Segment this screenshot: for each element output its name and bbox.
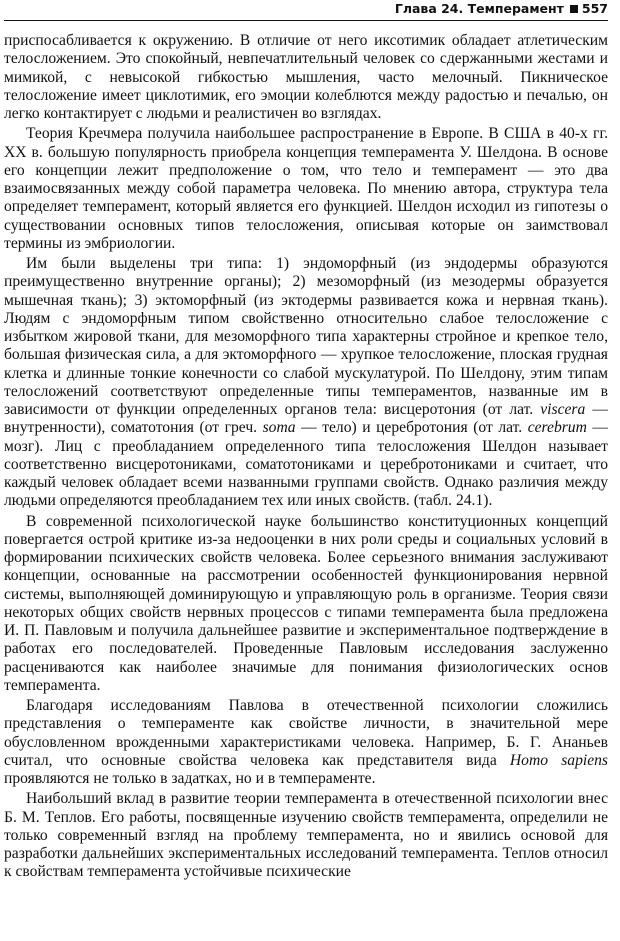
text-segment: — мозг). Лиц с преобладанием определенного типа телосложения Шелдон называет соответственно висцеротониками, соматотониками и церебротониками и считает, что каждый человек обладает всеми названными группами свойств. Однако различия между людьми определяются преобладанием тех или иных свойств. (табл. 24.1). <box>4 419 608 510</box>
paragraph <box>4 32 608 123</box>
text-segment: — внутренности), соматотония (от греч. <box>4 401 608 437</box>
text-segment: Наибольший вклад в развитие теории темперамента в отечественной психологии внес Б. М. Теплов. Его работы, посвященные изучению свойств темперамента, определили не только современный взгляд на проблему темперамента, но и явились основой для разработки дальнейших экспериментальных исследований темперамента. Теплов относил к свойствам темперамента устойчивые психические <box>4 790 608 881</box>
square-bullet-icon <box>570 5 578 13</box>
body-text <box>4 32 608 882</box>
text-segment: приспосабливается к окружению. В отличие от него иксотимик обладает атлетическим телосложением. Это спокойный, невпечатлительный человек со сдержанными жестами и мимикой, с невысокой гибкостью мышления, часто мелочный. Пикническое телосложение имеет циклотимик, его эмоции колеблются между радостью и печалью, он легко контактирует с людьми и реалистичен во взглядах. <box>4 32 608 122</box>
text-segment: Теория Кречмера получила наибольшее распространение в Европе. В США в 40-х гг. XX в. большую популярность приобрела концепция темперамента У. Шелдона. В основе его концепции лежит предположение о том, что тело и темперамент — это два взаимосвязанных между собой параметра человека. По мнению автора, структура тела определяет темперамент, который является его функцией. Шелдон исходил из гипотезы о существовании основных типов телосложения, описывая которые он заимствовал термины из эмбриологии. <box>4 125 608 252</box>
text-segment: В современной психологической науке большинство конституционных концепций повергается острой критике из-за недооценки в них роли среды и социальных условий в формировании психических свойств человека. Более серьезного внимания заслуживают концепции, основанные на рассмотрении особенностей функционирования нервной системы, выполняющей доминирующую и управляющую роль в организме. Теория связи некоторых общих свойств нервных процессов с типами темперамента была предложена И. П. Павловым и получила дальнейшее развитие и экспериментальное подтверждение в работах его последователей. Проведенные Павловым исследования заслуженно расцениваются как наиболее значимые для понимания физиологических основ темперамента. <box>4 512 608 694</box>
paragraph <box>4 513 608 696</box>
book-page <box>4 0 608 941</box>
text-segment: — тело) и церебротония (от лат. <box>295 419 528 437</box>
chapter-title: Глава 24. Темперамент <box>394 1 564 16</box>
italic-term: soma <box>262 419 296 437</box>
italic-term: cerebrum <box>527 419 587 437</box>
italic-term: viscera <box>540 401 586 418</box>
text-segment: Благодаря исследованиям Павлова в отечественной психологии сложились представления о темпераменте как свойстве личности, в значительной мере обусловленном врожденными характеристиками человека. Например, Б. Г. Ананьев считал, что основные свойства человека как представителя вида <box>4 697 608 769</box>
paragraph <box>4 125 608 253</box>
italic-term: Homo sapiens <box>509 751 608 769</box>
running-header <box>4 0 608 21</box>
text-segment: проявляются не только в задатках, но и в темпераменте. <box>4 770 376 787</box>
paragraph <box>4 697 608 788</box>
paragraph <box>4 255 608 511</box>
text-segment: Им были выделены три типа: 1) эндоморфный (из эндодермы образуются преимущественно внутренние органы); 2) мезоморфный (из мезодермы образуется мышечная ткань); 3) эктоморфный (из эктодермы развивается кожа и нервная ткань). Людям с эндоморфным типом свойственно относительно слабое телосложение с избытком жировой ткани, для мезоморфного типа характерны стройное и крепкое тело, большая физическая сила, а для эктоморфного — хрупкое телосложение, плоская грудная клетка и длинные тонкие конечности со слабой мускулатурой. По Шелдону, этим типам телосложений соответствуют определенные типы темпераментов, названные им в зависимости от функции определенных органов тела: висцеротония (от лат. <box>4 255 608 418</box>
page-number: 557 <box>581 1 608 16</box>
paragraph <box>4 790 608 881</box>
